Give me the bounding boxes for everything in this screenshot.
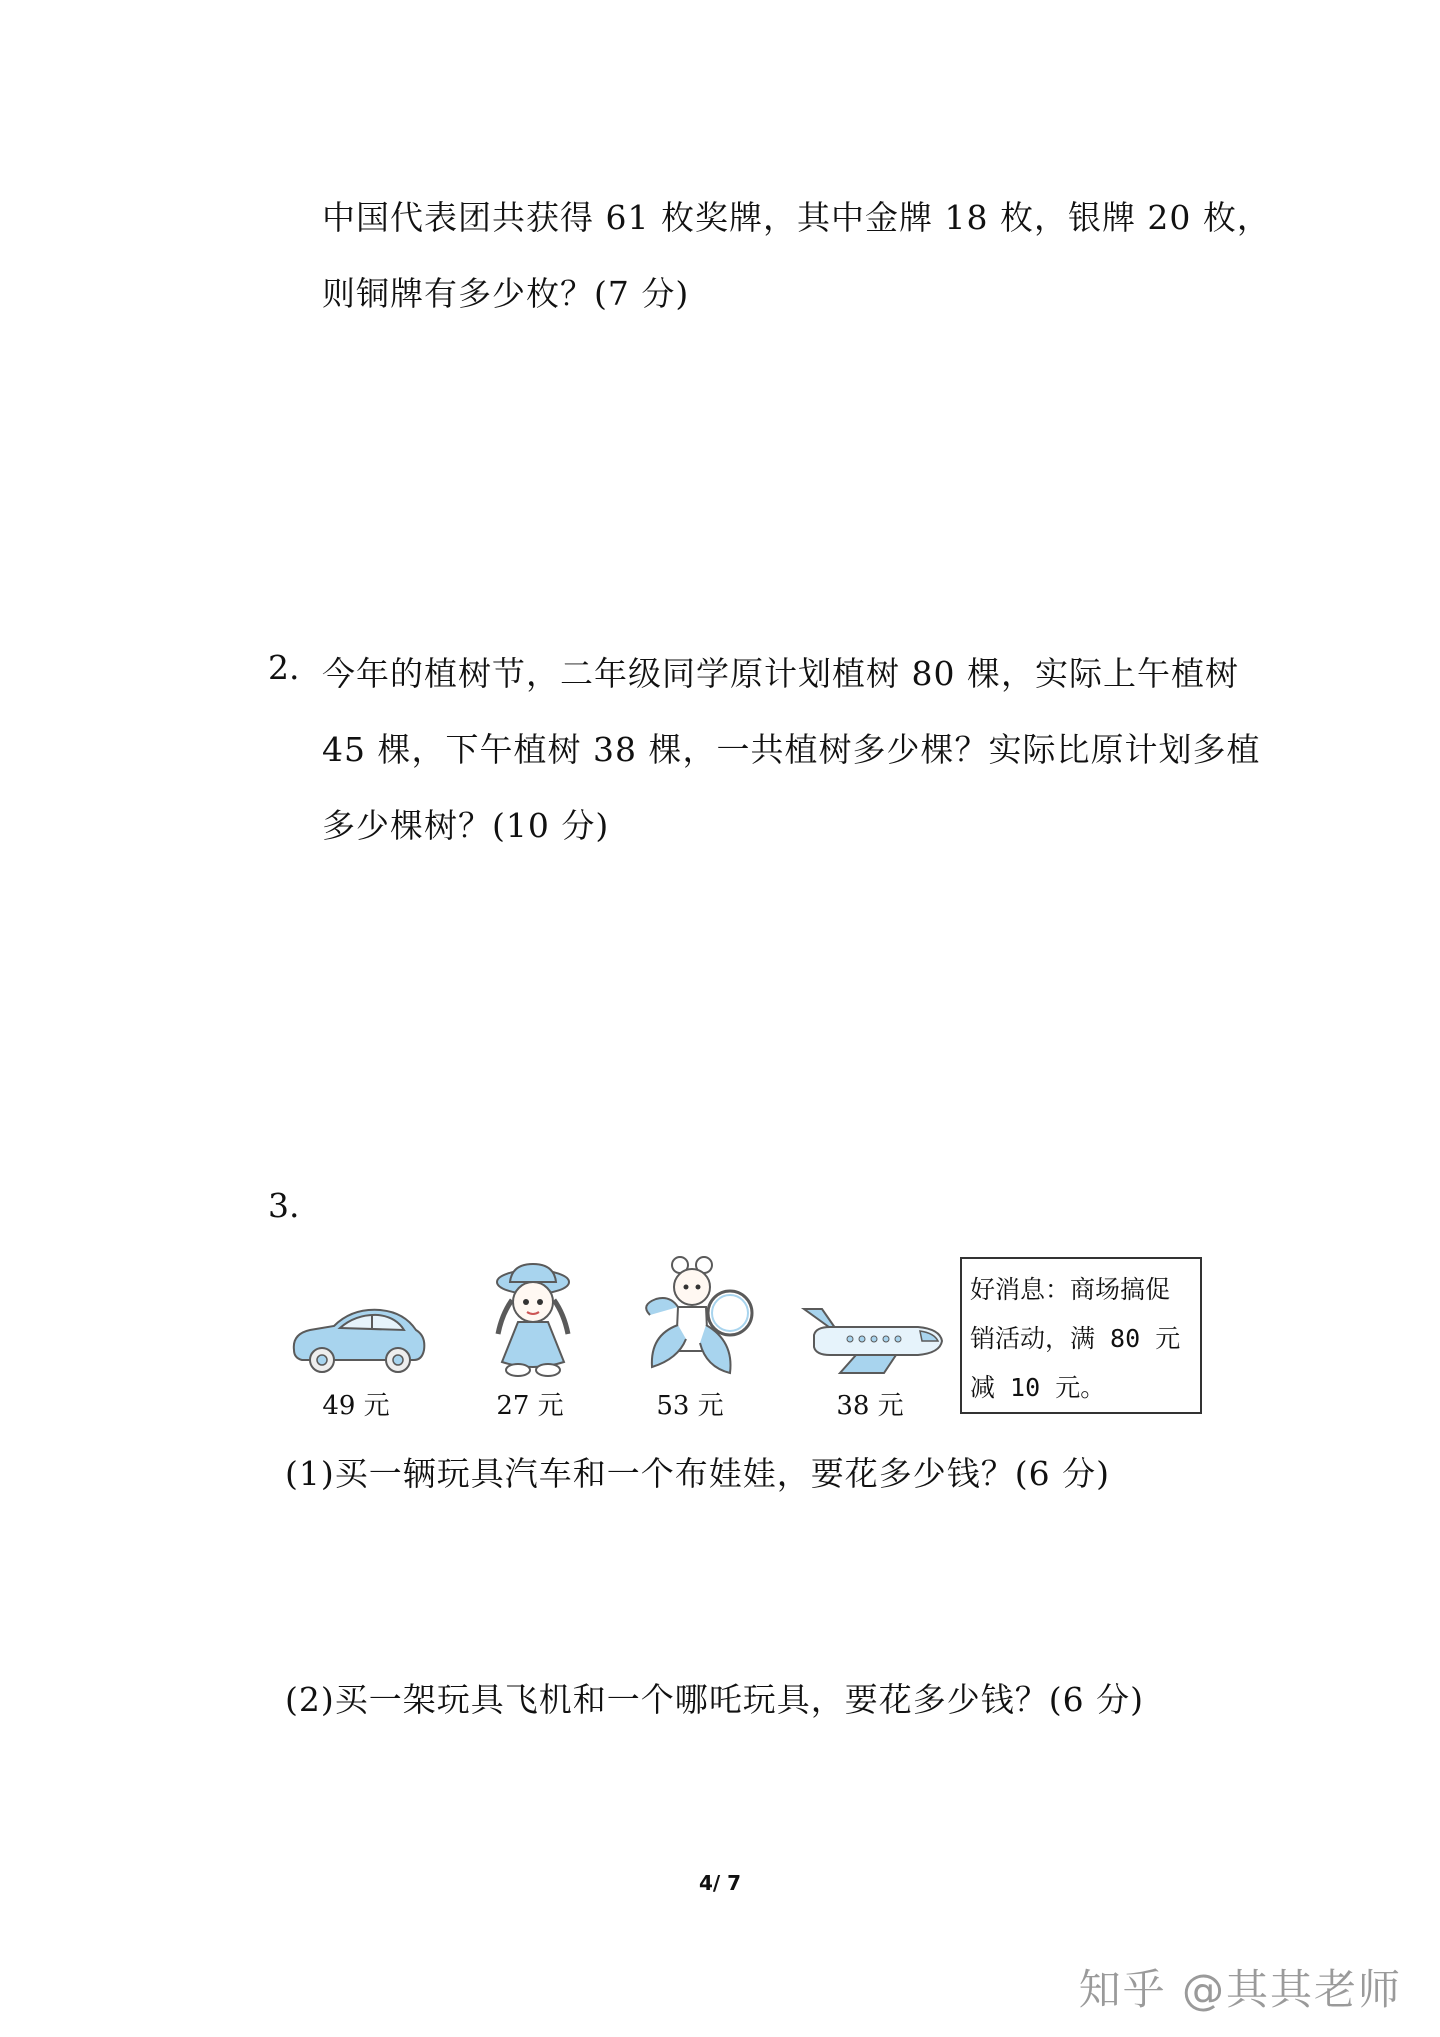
q1-line-2: 则铜牌有多少枚？(7 分) [322,274,690,313]
q2-line-1: 今年的植树节，二年级同学原计划植树 80 棵，实际上午植树 [322,654,1239,693]
notice-line-3: 减 10 元。 [970,1373,1106,1402]
page-number: 4/ 7 [698,1871,742,1895]
q2-line-3: 多少棵树？(10 分) [322,806,610,845]
q2-number: 2. [268,648,300,687]
notice-line-2: 销活动，满 80 元 [970,1324,1181,1353]
car-price: 49 元 [322,1391,390,1421]
q3-sub1: (1)买一辆玩具汽车和一个布娃娃，要花多少钱？(6 分) [285,1454,1110,1493]
airplane-icon [800,1305,945,1377]
q1-line-1: 中国代表团共获得 61 枚奖牌，其中金牌 18 枚，银牌 20 枚， [322,198,1271,237]
nezha-icon [630,1255,760,1380]
watermark: 知乎 @其其老师 [1078,1965,1402,2014]
doll-price: 27 元 [496,1391,564,1421]
q3-number: 3. [268,1186,300,1225]
doll-icon [478,1262,588,1380]
q2-line-2: 45 棵，下午植树 38 棵，一共植树多少棵？实际比原计划多植 [322,730,1261,769]
promotion-notice [960,1257,1202,1414]
q3-sub2: (2)买一架玩具飞机和一个哪吒玩具，要花多少钱？(6 分) [285,1680,1144,1719]
nezha-price: 53 元 [656,1391,724,1421]
car-icon [288,1300,428,1376]
notice-line-1: 好消息：商场搞促 [970,1275,1171,1304]
airplane-price: 38 元 [836,1391,904,1421]
